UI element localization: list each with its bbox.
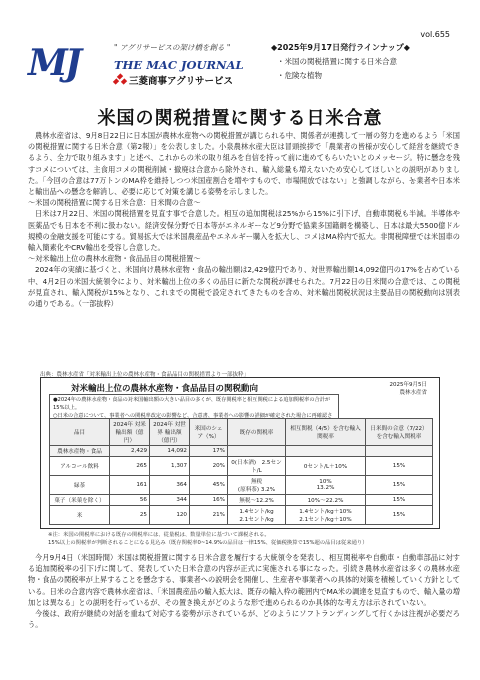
cell-recip: 10% 13.2% [286, 476, 366, 495]
header-cell: 既存の関税率 [228, 419, 286, 446]
lineup-item: ・米国の関税措置に関する日米合意 [277, 57, 397, 66]
section-heading: ～米国の関税措置に関する日米合意：日米間の合意～ [28, 198, 201, 208]
table-title: 対米輸出上位の農林水産物・食品品目の関税動向 [71, 384, 259, 394]
cell-recip: 0セント/L＋10% [286, 457, 366, 476]
table-row [50, 506, 433, 525]
cell-recip: 10%～22.2% [286, 495, 366, 506]
lineup [271, 42, 461, 81]
cell-item: アルコール飲料 [50, 457, 110, 476]
note: ○日米の合意について、事業者への関税率改定の影響など、合意書、事業者への影響の詳細が確定された場合に再確認さ [53, 413, 333, 419]
lineup-item: ・危険な植物 [277, 71, 322, 80]
header-cell: 日米間の合意（7/22）を含む輸入関税率 [366, 419, 433, 446]
cell-world: 120 [150, 506, 190, 525]
cell-us: 265 [110, 457, 150, 476]
cell-world: 344 [150, 495, 190, 506]
cell-share: 20% [190, 457, 228, 476]
table-row [50, 476, 433, 495]
lineup-title: ◆2025年9月17日発行ラインナップ◆ [271, 43, 410, 52]
table-row [50, 446, 433, 457]
cell-item: 緑茶 [50, 476, 110, 495]
cell-us: 25 [110, 506, 150, 525]
cell-agree: 15% [366, 476, 433, 495]
header-cell: 米国のシェア（%） [190, 419, 228, 446]
cell-item: 米 [50, 506, 110, 525]
cell-base: 無税～12.2% [228, 495, 286, 506]
table-source: 出典：農林水産省「対米輸出上位の農林水産物・食品品目の関税措置より一部抜粋」 [40, 372, 250, 378]
note: ●2024年の農林水産物・食品の対米国輸出額の大きい品目の多くが、既存関税率と相互関税による追加関税率の合計が15%以上。 [53, 397, 331, 411]
tariff-table-box [40, 377, 440, 529]
volume-number: vol.655 [420, 30, 450, 39]
journal-name: THE MAC JOURNAL [114, 58, 244, 72]
cell-base: 無税 (原料茶) 3.2% [228, 476, 286, 495]
cell-us: 2,429 [110, 446, 150, 457]
paragraph: 農林水産省は、9月8日22日に日本国が農林水産物への関税措置が講じられる中、関係者が連携して一層の努力を進めるよう「米国の関税措置に関する日米合意（第2報）」を公表しました。小泉農林水産大臣は冒頭挨拶で「農業者の皆様が安心して経営を継続できるよう、全力で取り組みます」と述べ、これからの米の取り組みを自信を持って前に進めてもらいたいとのメッセージ。特に懸念を残すコメについては、主食用コメの関税削減・撤廃は合意から除外され、輸入総量も増えないため安心してほしいとの説明がありました。「今回の合意は77万トンのMA枠を維持しつつ米国産割合を増やすもので、市場開放ではない」と強調しながら、농業者や日本米と輸出品への懸念を解消し、必要に応じて対策を講じる姿勢を示しました。 [28, 131, 460, 197]
header-cell: 品目 [50, 419, 110, 446]
cell-item: 菓子（米菓を除く） [50, 495, 110, 506]
header-cell: 2024年 対世界 輸出額（億円） [150, 419, 190, 446]
table-row [50, 457, 433, 476]
cell-share: 45% [190, 476, 228, 495]
article-body-bottom [28, 552, 460, 630]
footnote: 15%以上の関税率が判断されることになる見込み（既存関税率0~14.9%の品目は一律15%、従価税換算で15%超の品目は従来通り） [48, 540, 368, 546]
header [28, 28, 458, 96]
table-date: 2025年9月5日 農林水産省 [389, 382, 427, 396]
section-heading: ～対米輸出上位の農林水産物・食品品目の関税措置～ [28, 254, 201, 264]
tariff-table [49, 418, 433, 525]
paragraph: 今月9月4日（米国時間）米国は関税措置に関する日米合意を履行する大統領令を発表し、相互関税率や自動車・自動車部品に対する追加関税率の引下げに関して、発表していた日米合意の内容が正式に実施される事になった。引続き農林水産省は多くの農林水産物・食品の関税率が上昇することを懸念する、事業者への説明会を開催し、生産者や事業者への具体的対策を積極していく方針としている。日米の合意内容で農林水産省は、「米国農産品の輸入拡大は、既存の輸入枠の範囲内でMA米の調達を見直すもので、輸入量の増加とは異なる」との説明を行っているが、その置き換えがどのような形で進められるのか具体的な考え方は示されていない。 [28, 553, 460, 607]
cell-share: 21% [190, 506, 228, 525]
mj-logo: MJ [28, 42, 79, 84]
paragraph: 2024年の実績に基づくと、米国向け農林水産物・食品の輸出額は2,429億円であり、対世界輸出額14,092億円の17%を占めている中、4月2日の米国大統領令により、対米輸出上位の多くの品目に新たな関税が課せられた。7月22日の日米間の合意では、この関税が見直され、輸入関税が15%となり、これまでの関税で設定されてきたものを含め、対米輸出関税状況は主要品目の関税動向は別表の通りである。（一部抜粋） [28, 265, 460, 309]
company-name: 三菱商事アグリサービス [114, 73, 233, 87]
cell-recip: 1.4セント/kg＋10% 2.1セント/kg＋10% [286, 506, 366, 525]
cell-world: 364 [150, 476, 190, 495]
cell-share: 17% [190, 446, 228, 457]
cell-agree: 15% [366, 495, 433, 506]
cell-world: 14,092 [150, 446, 190, 457]
cell-us: 161 [110, 476, 150, 495]
cell-agree: 15% [366, 506, 433, 525]
cell-agree: 15% [366, 457, 433, 476]
cell-us: 56 [110, 495, 150, 506]
three-diamonds-icon [114, 74, 126, 85]
cell-agree [366, 446, 433, 457]
cell-base: 0(日本酒) 2.5セント/L [228, 457, 286, 476]
table-footnotes [48, 531, 368, 547]
cell-world: 1,307 [150, 457, 190, 476]
article-body-top [28, 130, 460, 309]
cell-item: 農林水産物・食品 [50, 446, 110, 457]
tagline: " アグリサービスの架け橋を創る " [114, 43, 231, 52]
cell-base: 1.4セント/kg 2.1セント/kg [228, 506, 286, 525]
header-cell: 相互関税（4/5）を含む輸入関税率 [286, 419, 366, 446]
footnote: ※注：米国の関税率における既存の関税率には、従量税は、数量単位に基づいて課税される。 [48, 532, 270, 538]
cell-share: 16% [190, 495, 228, 506]
table-row [50, 495, 433, 506]
paragraph: 今後は、政府が継続の対話を重ねて対応する姿勢が示されているが、どのようにソフトランディングして行くかは注視が必要だろう。 [28, 609, 460, 630]
header-cell: 2024年 対米輸出額（億円） [110, 419, 150, 446]
article-title: 米国の関税措置に関する日米合意 [97, 108, 383, 129]
table-header-row [50, 419, 433, 446]
cell-base [228, 446, 286, 457]
cell-recip [286, 446, 366, 457]
paragraph: 日米は7月22日、米国の関税措置を見直す事で合意した。相互の追加関税は25%から15%に引下げ、自動車関税も半減。半導体や医薬品でも日本を不利に扱わない。経済安保分野で日本等がエネルギーなど9分野で協業多国籍網を構築し、日本は最大5500億ドル規模の金融支援を可能にする。貿易拡大では米国農産品やエネルギー購入を拡大し、コメはMA枠内で拡大。非関税障壁では米国車の輸入簡素化やCRV輸出を受容し合意した。 [28, 209, 460, 253]
